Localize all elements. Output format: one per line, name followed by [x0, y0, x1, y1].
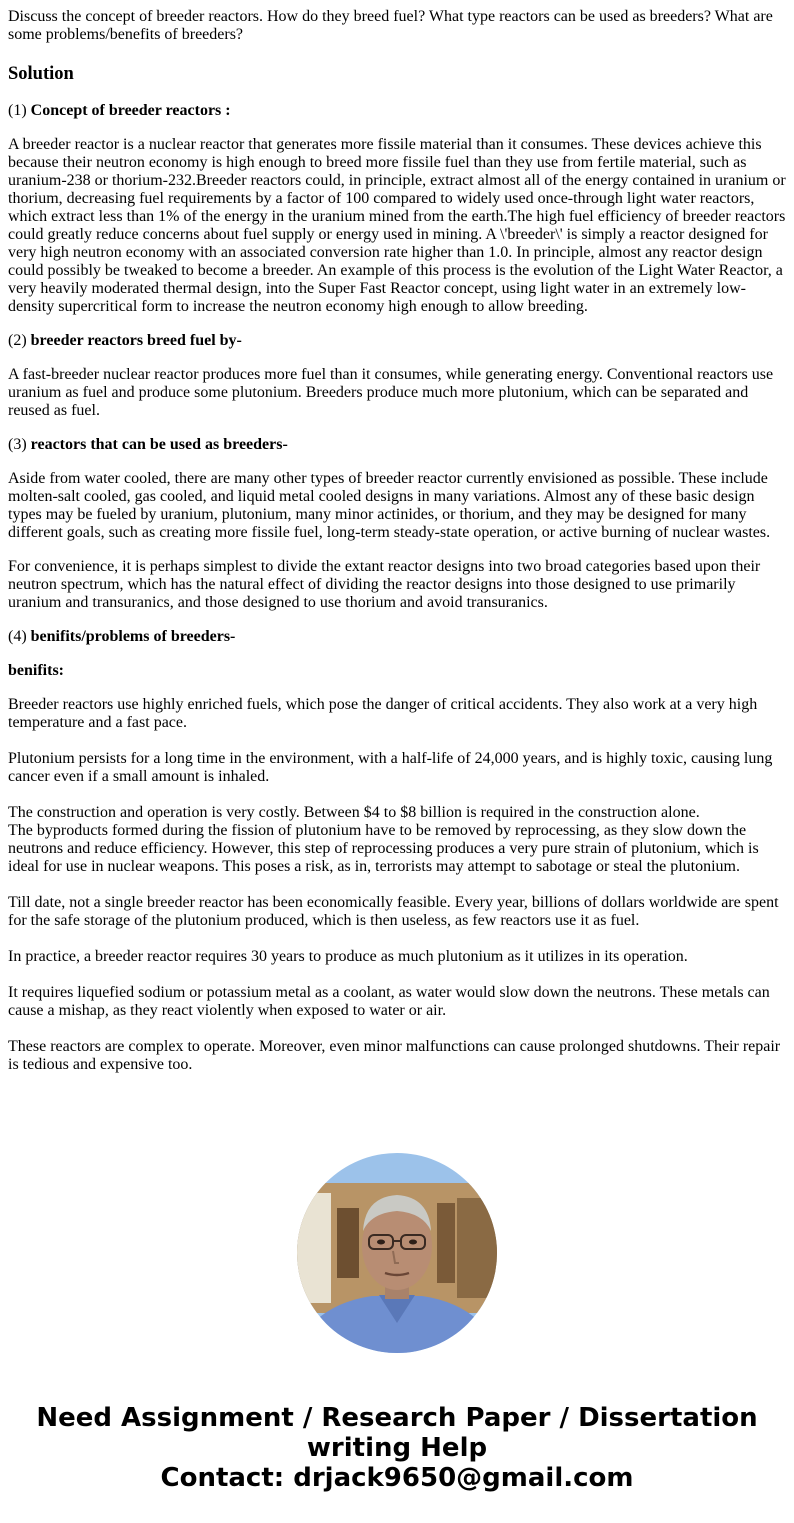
- benefit-item-7: It requires liquefied sodium or potassium metal as a coolant, as water would slow down the neutrons. These metals can cause a mishap, as they react violently when exposed to water or air.: [8, 984, 770, 1019]
- answer-document: [8, 8, 786, 1074]
- benefits-label: benifits:: [8, 662, 64, 679]
- section-3-heading: reactors that can be used as breeders-: [30, 436, 288, 453]
- benefit-item-4: The byproducts formed during the fission of plutonium have to be removed by reprocessing, as they slow down the neutrons and reduce efficiency. However, this step of reprocessing produces a very pure strain of plutonium, which is ideal for use in nuclear weapons. This poses a risk, as in, terrorists may attempt to sabotage or steal the plutonium.: [8, 822, 759, 875]
- question-text: Discuss the concept of breeder reactors. How do they breed fuel? What type reactors can be used as breeders? What are some problems/benefits of breeders?: [8, 8, 773, 43]
- author-portrait-image: [297, 1153, 497, 1353]
- benefit-item-5: Till date, not a single breeder reactor has been economically feasible. Every year, billions of dollars worldwide are spent for the safe storage of the plutonium produced, which is then useless, as few reactors use it as fuel.: [8, 894, 779, 929]
- section-1-title: [8, 102, 786, 120]
- section-3-number: (3): [8, 436, 31, 453]
- author-avatar: [297, 1153, 497, 1353]
- section-2-body: A fast-breeder nuclear reactor produces more fuel than it consumes, while generating energy. Conventional reactors use uranium as fuel and produce some plutonium. Breeders produce much more plutonium, which can be separated and reused as fuel.: [8, 366, 774, 419]
- section-4-title: [8, 628, 786, 646]
- section-2-number: (2): [8, 332, 31, 349]
- section-3-body-2: For convenience, it is perhaps simplest to divide the extant reactor designs into two broad categories based upon their neutron spectrum, which has the natural effect of dividing the reactor designs into those designed to use primarily uranium and transuranics, and those designed to use thorium and avoid transuranics.: [8, 558, 761, 611]
- promo-line-1: Need Assignment / Research Paper / Dissertation: [36, 1403, 758, 1433]
- section-2-title: [8, 332, 786, 350]
- solution-heading: Solution: [8, 64, 74, 84]
- benefits-list: [8, 696, 786, 1074]
- promo-contact: Contact: drjack9650@gmail.com: [160, 1463, 634, 1493]
- section-1-heading: Concept of breeder reactors :: [30, 102, 231, 119]
- section-2-heading: breeder reactors breed fuel by-: [30, 332, 242, 349]
- benefit-item-2: Plutonium persists for a long time in the environment, with a half-life of 24,000 years, and is highly toxic, causing lung cancer even if a small amount is inhaled.: [8, 750, 773, 785]
- section-3-body-1: Aside from water cooled, there are many other types of breeder reactor currently envisioned as possible. These include molten-salt cooled, gas cooled, and liquid metal cooled designs in many variations. Almost any of these basic design types may be fueled by uranium, plutonium, many minor actinides, or thorium, and they may be designed for many different goals, such as creating more fissile fuel, long-term steady-state operation, or active burning of nuclear wastes.: [8, 470, 771, 541]
- section-4-number: (4): [8, 628, 31, 645]
- section-4-heading: benifits/problems of breeders-: [30, 628, 236, 645]
- benefit-item-8: These reactors are complex to operate. Moreover, even minor malfunctions can cause prolonged shutdowns. Their repair is tedious and expensive too.: [8, 1038, 781, 1073]
- section-4-subheading: [8, 662, 786, 680]
- section-1-body: A breeder reactor is a nuclear reactor that generates more fissile material than it consumes. These devices achieve this because their neutron economy is high enough to breed more fissile fuel than they use from fertile material, such as uranium-238 or thorium-232.Breeder reactors could, in principle, extract almost all of the energy contained in uranium or thorium, decreasing fuel requirements by a factor of 100 compared to widely used once-through light water reactors, which extract less than 1% of the energy in the uranium mined from the earth.The high fuel efficiency of breeder reactors could greatly reduce concerns about fuel supply or energy used in mining. A \'breeder\' is simply a reactor designed for very high neutron economy with an associated conversion rate higher than 1.0. In principle, almost any reactor design could possibly be tweaked to become a breeder. An example of this process is the evolution of the Light Water Reactor, a very heavily moderated thermal design, into the Super Fast Reactor concept, using light water in an extremely low-density supercritical form to increase the neutron economy high enough to allow breeding.: [8, 136, 786, 315]
- section-3-title: [8, 436, 786, 454]
- benefit-item-3: The construction and operation is very costly. Between $4 to $8 billion is required in the construction alone.: [8, 804, 700, 821]
- promo-line-2: writing Help: [306, 1433, 488, 1463]
- benefit-item-1: Breeder reactors use highly enriched fuels, which pose the danger of critical accidents. They also work at a very high temperature and a fast pace.: [8, 696, 758, 731]
- section-1-number: (1): [8, 102, 31, 119]
- promo-banner: [0, 1403, 794, 1493]
- benefit-item-6: In practice, a breeder reactor requires 30 years to produce as much plutonium as it utilizes in its operation.: [8, 948, 688, 965]
